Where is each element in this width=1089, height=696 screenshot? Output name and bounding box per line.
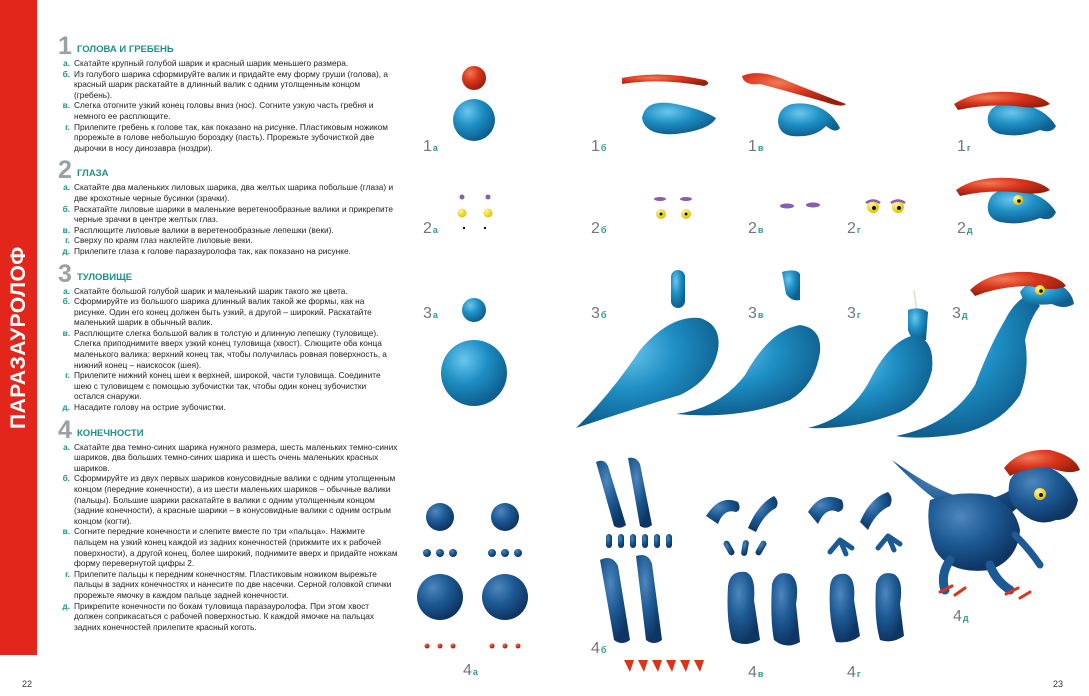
step-text: Скатайте большой голубой шарик и маленький шарик такого же цвета. (74, 285, 348, 296)
photo-label: 2г (847, 220, 861, 237)
clay-finished-dinosaur (892, 450, 1080, 598)
step-letter: в. (62, 100, 70, 111)
step-text: Расплющите лиловые валики в веретенообразные лепешки (веки). (74, 224, 334, 235)
photo-label: 4в (748, 664, 764, 681)
step-letter: б. (62, 296, 70, 307)
step-letter: д. (62, 245, 70, 256)
photo-label: 3б (591, 305, 607, 322)
photo-label: 3г (847, 305, 861, 322)
step-text: Расплющите слегка большой валик в толстую и длинную лепешку (туловище). Слегка приподнимите вверх узкий конец туловища (хвост). Слющите оба конца маленького валика: верхний конец так, чтобы получилась ровная поверхность, а нижний конец – наискосок (шея). (74, 327, 387, 370)
section-number: 1 (58, 32, 72, 60)
section-title: ГОЛОВА И ГРЕБЕНЬ (77, 44, 174, 55)
step-letter: д. (62, 600, 70, 611)
step-letter: а. (63, 182, 70, 193)
clay-head-bent (778, 103, 840, 136)
step-text: Сверху по краям глаз наклейте лиловые веки. (74, 235, 253, 246)
photo-label: 1б (591, 138, 607, 155)
clay-limbs-with-toes (808, 492, 904, 642)
clay-head-with-crest (954, 92, 1056, 136)
step-text: Насадите голову на острие зубочистки. (74, 402, 226, 413)
clay-eyelids (780, 203, 820, 209)
clay-eyes-assembled (866, 201, 905, 214)
photo-label: 4а (463, 662, 478, 679)
sidebar-title: ПАРАЗАУРОЛОФ (7, 246, 30, 430)
step-letter: г. (65, 235, 70, 246)
step-text: Сформируйте из большого шарика длинный валик такой же формы, как на рисунке. Один его конец должен быть узкий, а другой – широкий. Раскатайте маленький шарик в обычный валик. (74, 296, 372, 328)
clay-head-with-eyes (956, 178, 1056, 224)
step-text: Раскатайте лиловые шарики в маленькие веретенообразные валики и прикрепите черные зрачки в центре желтых глаз. (74, 203, 393, 225)
section-number: 2 (58, 156, 72, 185)
step-letter: а. (63, 285, 70, 296)
section-title: КОНЕЧНОСТИ (77, 427, 144, 439)
clay-eye-parts (458, 195, 493, 230)
section-number: 4 (58, 415, 72, 444)
clay-neck-roll (671, 270, 685, 308)
page-number-right: 23 (1053, 679, 1064, 689)
photo-label: 1в (748, 138, 764, 155)
photo-label: 3д (952, 305, 968, 322)
step-letter: в. (62, 327, 70, 338)
step-letter: а. (63, 58, 70, 68)
clay-eye-parts (654, 197, 692, 219)
photo-label: 2в (748, 220, 764, 237)
step-text: Согните передние конечности и слепите вместе по три «пальца». Нажмите пальцем на узкий конец каждой из задних конечностей (прижмите их к рабочей поверхности), а другой конец, более широкий, поднимите вверх и придайте ножкам форму перевернутой цифры 2. (74, 526, 398, 569)
step-letter: г. (65, 121, 70, 132)
step-text: Прикрепите конечности по бокам туловища паразауролофа. При этом хвост должен соприкасаться с рабочей поверхностью. К каждой ямочке на пальцах задних конечностей прилепите красный коготь. (74, 600, 374, 632)
clay-big-blue-ball (441, 340, 507, 406)
step-letter: в. (62, 224, 70, 235)
section-title: ТУЛОВИЩЕ (77, 271, 133, 283)
step-letter: б. (62, 68, 70, 79)
section-number: 3 (58, 259, 72, 288)
photo-label: 2д (957, 220, 973, 237)
photo-label: 1г (957, 138, 971, 155)
step-text: Из голубого шарика сформируйте валик и придайте ему форму груши (голова), а красный шарик раскатайте в длинный валик с одним утолщенным концом (гребень). (74, 68, 388, 100)
page-number-left: 22 (22, 679, 33, 689)
photo-label: 3в (748, 305, 764, 322)
step-letter: в. (62, 526, 70, 537)
clay-body-with-neck (808, 290, 932, 428)
step-letter: б. (62, 473, 70, 484)
step-text: Скатайте крупный голубой шарик и красный шарик меньшего размера. (74, 58, 349, 68)
step-text: Прилепите нижний конец шеи к верхней, широкой, части туловища. Соедините шею с туловищем с помощью зубочистки так, чтобы один конец зубочистки остался снаружи. (74, 370, 381, 402)
step-text: Скатайте два темно-синих шарика нужного размера, шесть маленьких темно-синих шариков, два больших темно-синих шарика и шесть очень маленьких красных шариков. (74, 441, 398, 473)
clay-limb-rolls (596, 458, 704, 672)
photo-label: 2а (423, 220, 438, 237)
step-letter: г. (65, 568, 70, 579)
photo-label: 1а (423, 138, 438, 155)
clay-crest-roll (622, 74, 708, 86)
clay-head-pear (642, 103, 716, 135)
clay-red-ball (462, 66, 486, 90)
step-text: Скатайте два маленьких лиловых шарика, два желтых шарика побольше (глаза) и две крохотные черные бусинки (зрачки). (74, 182, 394, 203)
photo-label: 4б (591, 640, 607, 657)
step-text: Сформируйте из двух первых шариков конусовидные валики с одним утолщенным концом (передние конечности), а из шести маленьких шариков – обычные валики (пальцы). Большие шарики раскатайте в валики с одним утолщенным концом (задние конечности), а красные шарики – в конусовидные валики с одним острым концом (когти). (74, 473, 396, 526)
clay-limbs-bent (706, 496, 800, 646)
photo-label: 3а (423, 305, 438, 322)
clay-crest-bent (742, 73, 846, 106)
step-letter: г. (65, 370, 70, 381)
step-letter: б. (62, 203, 70, 214)
clay-limb-balls (417, 503, 528, 649)
section-title: ГЛАЗА (77, 168, 109, 180)
photo-label: 2б (591, 220, 607, 237)
clay-neck-cut (782, 270, 800, 300)
photo-label: 4д (953, 608, 969, 625)
step-text: Прилепите пальцы к передним конечностям. Пластиковым ножиком вырежьте пальцы в задних конечностях и нанесите по две насечки. Серной головкой спички прорежьте ямочку в каждом пальце задней конечности. (74, 568, 392, 600)
step-letter: а. (63, 441, 70, 452)
step-text: Слегка отогните узкий конец головы вниз (нос). Согните узкую часть гребня и немного ее расплющите. (74, 100, 374, 121)
photo-label: 4г (847, 664, 861, 681)
clay-blue-ball (453, 99, 495, 141)
clay-small-blue-ball (462, 298, 486, 322)
step-text: Прилепите гребень к голове так, как показано на рисунке. Пластиковым ножиком прорежьте в голове небольшую бороздку (пасть). Прорежьте зубочисткой две дырочки в носу динозавра (ноздри). (74, 121, 388, 153)
step-text: Прилепите глаза к голове паразауролофа так, как показано на рисунке. (74, 245, 351, 256)
step-letter: д. (62, 402, 70, 413)
